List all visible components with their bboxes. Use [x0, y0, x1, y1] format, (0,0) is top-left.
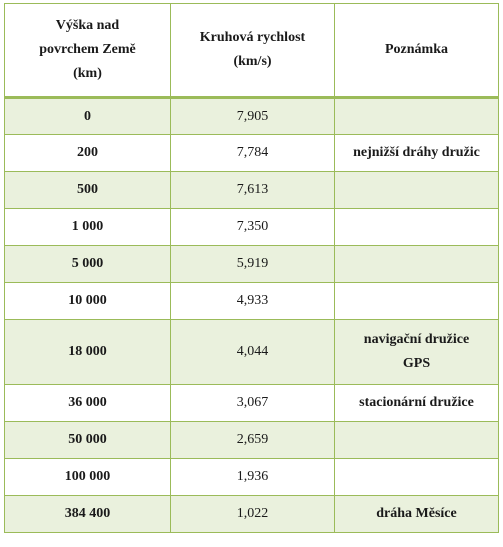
velocity-cell: 3,067	[171, 385, 335, 422]
note-cell	[335, 422, 499, 459]
velocity-cell: 7,613	[171, 172, 335, 209]
altitude-cell: 0	[5, 98, 171, 135]
table-row	[5, 459, 499, 496]
velocity-cell: 5,919	[171, 246, 335, 283]
velocity-cell: 7,350	[171, 209, 335, 246]
altitude-cell: 500	[5, 172, 171, 209]
note-cell	[335, 98, 499, 135]
table-row	[5, 135, 499, 172]
table-row	[5, 172, 499, 209]
table-row	[5, 283, 499, 320]
table-row	[5, 320, 499, 385]
note-cell	[335, 209, 499, 246]
table-row	[5, 209, 499, 246]
velocity-cell: 4,933	[171, 283, 335, 320]
header-altitude: Výška nad povrchem Země (km)	[5, 4, 171, 98]
table-row	[5, 422, 499, 459]
note-cell: dráha Měsíce	[335, 496, 499, 533]
velocity-cell: 7,784	[171, 135, 335, 172]
note-cell: nejnižší dráhy družic	[335, 135, 499, 172]
velocity-cell: 2,659	[171, 422, 335, 459]
note-cell: navigační družice GPS	[335, 320, 499, 385]
table-header-row	[5, 4, 499, 98]
note-cell	[335, 172, 499, 209]
altitude-cell: 18 000	[5, 320, 171, 385]
table-row	[5, 98, 499, 135]
header-velocity: Kruhová rychlost (km/s)	[171, 4, 335, 98]
header-note: Poznámka	[335, 4, 499, 98]
velocity-cell: 1,022	[171, 496, 335, 533]
table-row	[5, 385, 499, 422]
altitude-cell: 100 000	[5, 459, 171, 496]
altitude-cell: 5 000	[5, 246, 171, 283]
note-cell	[335, 246, 499, 283]
orbital-velocity-table	[4, 3, 499, 533]
altitude-cell: 384 400	[5, 496, 171, 533]
altitude-cell: 50 000	[5, 422, 171, 459]
note-cell	[335, 283, 499, 320]
altitude-cell: 36 000	[5, 385, 171, 422]
velocity-cell: 7,905	[171, 98, 335, 135]
velocity-cell: 4,044	[171, 320, 335, 385]
table-row	[5, 246, 499, 283]
altitude-cell: 1 000	[5, 209, 171, 246]
velocity-cell: 1,936	[171, 459, 335, 496]
table-row	[5, 496, 499, 533]
note-cell: stacionární družice	[335, 385, 499, 422]
note-cell	[335, 459, 499, 496]
altitude-cell: 10 000	[5, 283, 171, 320]
altitude-cell: 200	[5, 135, 171, 172]
